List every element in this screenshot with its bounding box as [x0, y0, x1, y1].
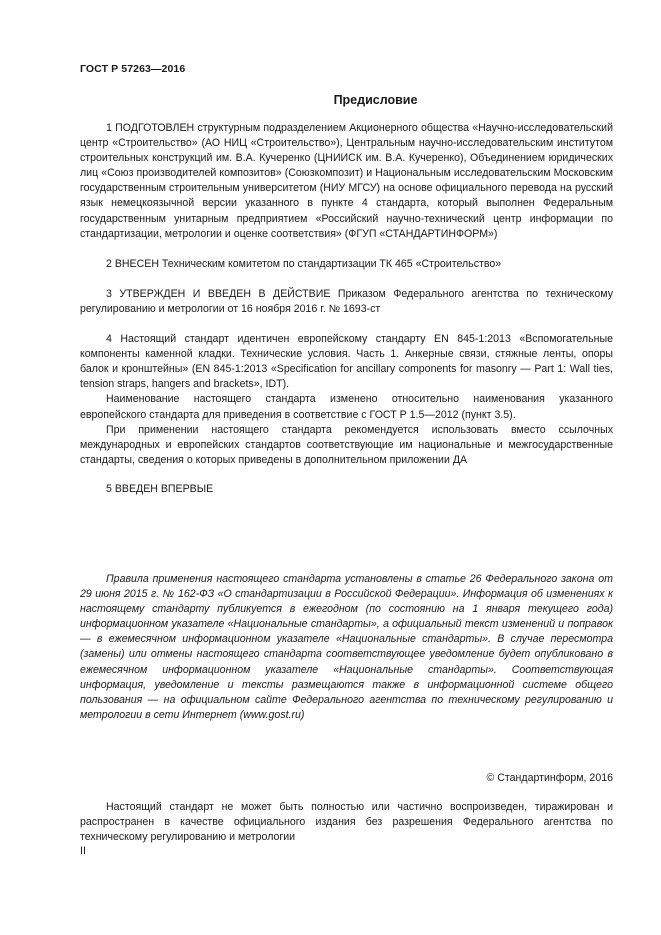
preface-item-4: 4 Настоящий стандарт идентичен европейскому стандарту EN 845-1:2013 «Вспомогательные компоненты каменной кладки. Технические условия. Часть 1. Анкерные связи, стяжные ленты, опоры балок и кронштейны» (EN 845-1:2013 «Specification for ancillary components for masonry — Part 1: Wall ties, tension straps, hangers and brackets», IDT). [80, 333, 613, 391]
preface-item-4-name-change: Наименование настоящего стандарта изменено относительно наименования указанного европейского стандарта для приведения в соответствие с ГОСТ Р 1.5—2012 (пункт 3.5). [80, 393, 613, 421]
preface-item-1: 1 ПОДГОТОВЛЕН структурным подразделением Акционерного общества «Научно-исследовательский центр «Строительство» (АО НИЦ «Строительство»), Центральным научно-исследовательским институтом строительных конструкций им. В.А. Кучеренко (ЦНИИСК им. В.А. Кучеренко), Объединением юридических лиц «Союз производителей композитов» (Союзкомпозит) и Национальным исследовательским Московским государственным строительным университетом (НИУ МГСУ) на основе официального перевода на русский язык немецкоязычной версии указанного в пункте 4 стандарта, который выполнен Федеральным государственным унитарным предприятием «Российский научно-технический центр информации по стандартизации, метрологии и оценке соответствия» (ФГУП «СТАНДАРТИНФОРМ») [80, 122, 613, 240]
standard-usage-notice: Правила применения настоящего стандарта установлены в статье 26 Федерального закона от 29 июня 2015 г. № 162-ФЗ «О стандартизации в Российской Федерации». Информация об изменениях к настоящему стандарту публикуется в ежегодном (по состоянию на 1 января текущего года) информационном указателе «Национальные стандарты», а официальный текст изменений и поправок — в ежемесячном информационном указателе «Национальные стандарты». В случае пересмотра (замены) или отмены настоящего стандарта соответствующее уведомление будет опубликовано в ежемесячном информационном указателе «Национальные стандарты». Соответствующая информация, уведомление и тексты размещаются также в информационной системе общего пользования — на официальном сайте Федерального агентства по техническому регулированию и метрологии в сети Интернет (www.gost.ru) [80, 573, 613, 721]
preface-item-4-references: При применении настоящего стандарта рекомендуется использовать вместо ссылочных международных и европейских стандартов соответствующие им национальные и межгосударственные стандарты, сведения о которых приведены в дополнительном приложении ДА [80, 423, 613, 466]
standard-id-header: ГОСТ Р 57263—2016 [80, 63, 186, 75]
preface-item-5: 5 ВВЕДЕН ВПЕРВЫЕ [106, 482, 214, 495]
copyright-line: © Стандартинформ, 2016 [486, 772, 613, 784]
preface-body [80, 121, 613, 497]
preface-item-3: 3 УТВЕРЖДЕН И ВВЕДЕН В ДЕЙСТВИЕ Приказом Федерального агентства по техническому регулированию и метрологии от 16 ноября 2016 г. № 1693-ст [80, 287, 613, 315]
preface-item-2: 2 ВНЕСЕН Техническим комитетом по стандартизации ТК 465 «Строительство» [106, 257, 502, 270]
page-title: Предисловие [333, 93, 418, 107]
page-number: II [80, 845, 86, 857]
reprint-restriction-notice: Настоящий стандарт не может быть полностью или частично воспроизведен, тиражирован и распространен в качестве официального издания без разрешения Федерального агентства по техническому регулированию и метрологии [80, 801, 613, 844]
